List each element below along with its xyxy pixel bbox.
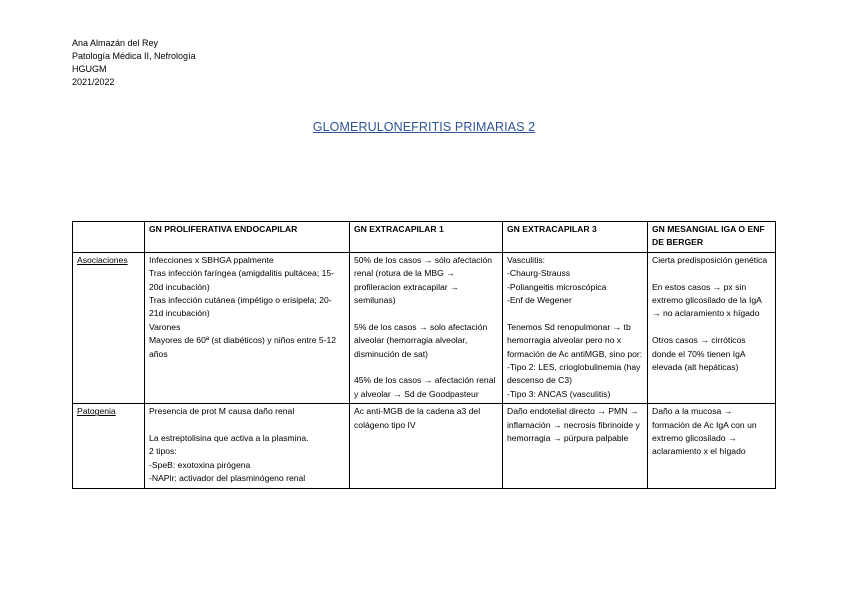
cell-text-line: Tras infección cutánea (impétigo o erisipela; 20-21d incubación) [149, 295, 332, 319]
cell-text-line: 45% de los casos → afectación renal y alveolar → Sd de Goodpasteur [354, 375, 496, 399]
cell-text-line: Varones [149, 321, 181, 332]
cell-text-line: Ac anti-MGB de la cadena a3 del colágeno tipo IV [354, 406, 481, 430]
cell-text-line: Otros casos → cirróticos donde el 70% tienen IgA elevada (alt hepáticas) [652, 335, 746, 373]
author-name: Ana Almazán del Rey [72, 38, 159, 48]
course-name: Patología Médica II, Nefrología [72, 51, 196, 61]
document-title: GLOMERULONEFRITIS PRIMARIAS 2 [312, 120, 536, 134]
cell-text-line: Mayores de 60ª (st diabéticos) y niños entre 5-12 años [149, 335, 337, 359]
document-header [72, 37, 196, 89]
blank-line [354, 307, 498, 320]
cell-text-line: -Tipo 3: ANCAS (vasculitis) [507, 388, 611, 399]
cell-text-line: Tenemos Sd renopulmonar → tb hemorragia alveolar pero no x formación de Ac antiMGB, sino por: [507, 321, 643, 359]
row-label: Patogenia [73, 404, 145, 488]
cell-text-line: 2 tipos: [149, 446, 177, 457]
cell-text-line: -Poliangeitis microscópica [507, 281, 607, 292]
hospital-name: HGUGM [72, 64, 107, 74]
table-cell-extracapilar-1 [350, 404, 503, 488]
column-header-mesangial-iga: GN MESANGIAL IGA O ENF DE BERGER [648, 222, 776, 253]
cell-text-line: -SpeB: exotoxina pirógena [149, 459, 251, 470]
table-cell-mesangial-iga [648, 252, 776, 403]
cell-text-line: Cierta predisposición genética [652, 254, 768, 265]
blank-line [507, 307, 643, 320]
cell-text-line: Vasculitis: [507, 254, 546, 265]
cell-text-line: -Tipo 2: LES, crioglobulinemia (hay descenso de C3) [507, 362, 641, 386]
cell-text-line: Tras infección faríngea (amigdalitis pultácea; 15-20d incubación) [149, 268, 335, 292]
cell-text-line: Infecciones x SBHGA ppalmente [149, 254, 274, 265]
table-row [73, 404, 776, 488]
column-header-extracapilar-1: GN EXTRACAPILAR 1 [350, 222, 503, 253]
blank-line [652, 267, 771, 280]
cell-text-line: Presencia de prot M causa daño renal [149, 406, 295, 417]
column-header-empty [73, 222, 145, 253]
blank-line [354, 361, 498, 374]
table-cell-extracapilar-3 [503, 404, 648, 488]
blank-line [652, 321, 771, 334]
table-row [73, 252, 776, 403]
cell-text-line: La estreptolisina que activa a la plasmina. [149, 433, 309, 444]
table-cell-extracapilar-3 [503, 252, 648, 403]
cell-text-line: -NAPlr: activador del plasminógeno renal [149, 473, 306, 484]
academic-year: 2021/2022 [72, 77, 115, 87]
row-label: Asociaciones [73, 252, 145, 403]
table-cell-mesangial-iga [648, 404, 776, 488]
cell-text-line: En estos casos → px sin extremo glicosilado de la IgA → no aclaramiento x hígado [652, 281, 762, 319]
column-header-proliferativa: GN PROLIFERATIVA ENDOCAPILAR [145, 222, 350, 253]
cell-text-line: Daño a la mucosa → formación de Ac IgA con un extremo glicosilado → aclaramiento x el hígado [652, 406, 757, 457]
cell-text-line: -Chaurg-Strauss [507, 268, 571, 279]
table-cell-proliferativa [145, 404, 350, 488]
table-header-row [73, 222, 776, 253]
cell-text-line: 50% de los casos → sólo afectación renal (rotura de la MBG → profileracion extracapilar → semilunas) [354, 254, 493, 306]
table-cell-proliferativa [145, 252, 350, 403]
glomerulonephritis-table [72, 221, 776, 489]
table-cell-extracapilar-1 [350, 252, 503, 403]
cell-text-line: Daño endotelial directo → PMN → inflamación → necrosis fibrinoide y hemorragia → púrpura palpable [507, 406, 640, 444]
blank-line [149, 419, 345, 432]
cell-text-line: 5% de los casos → solo afectación alveolar (hemorragia alveolar, disminución de sat) [354, 321, 488, 359]
column-header-extracapilar-3: GN EXTRACAPILAR 3 [503, 222, 648, 253]
cell-text-line: -Enf de Wegener [507, 295, 572, 306]
